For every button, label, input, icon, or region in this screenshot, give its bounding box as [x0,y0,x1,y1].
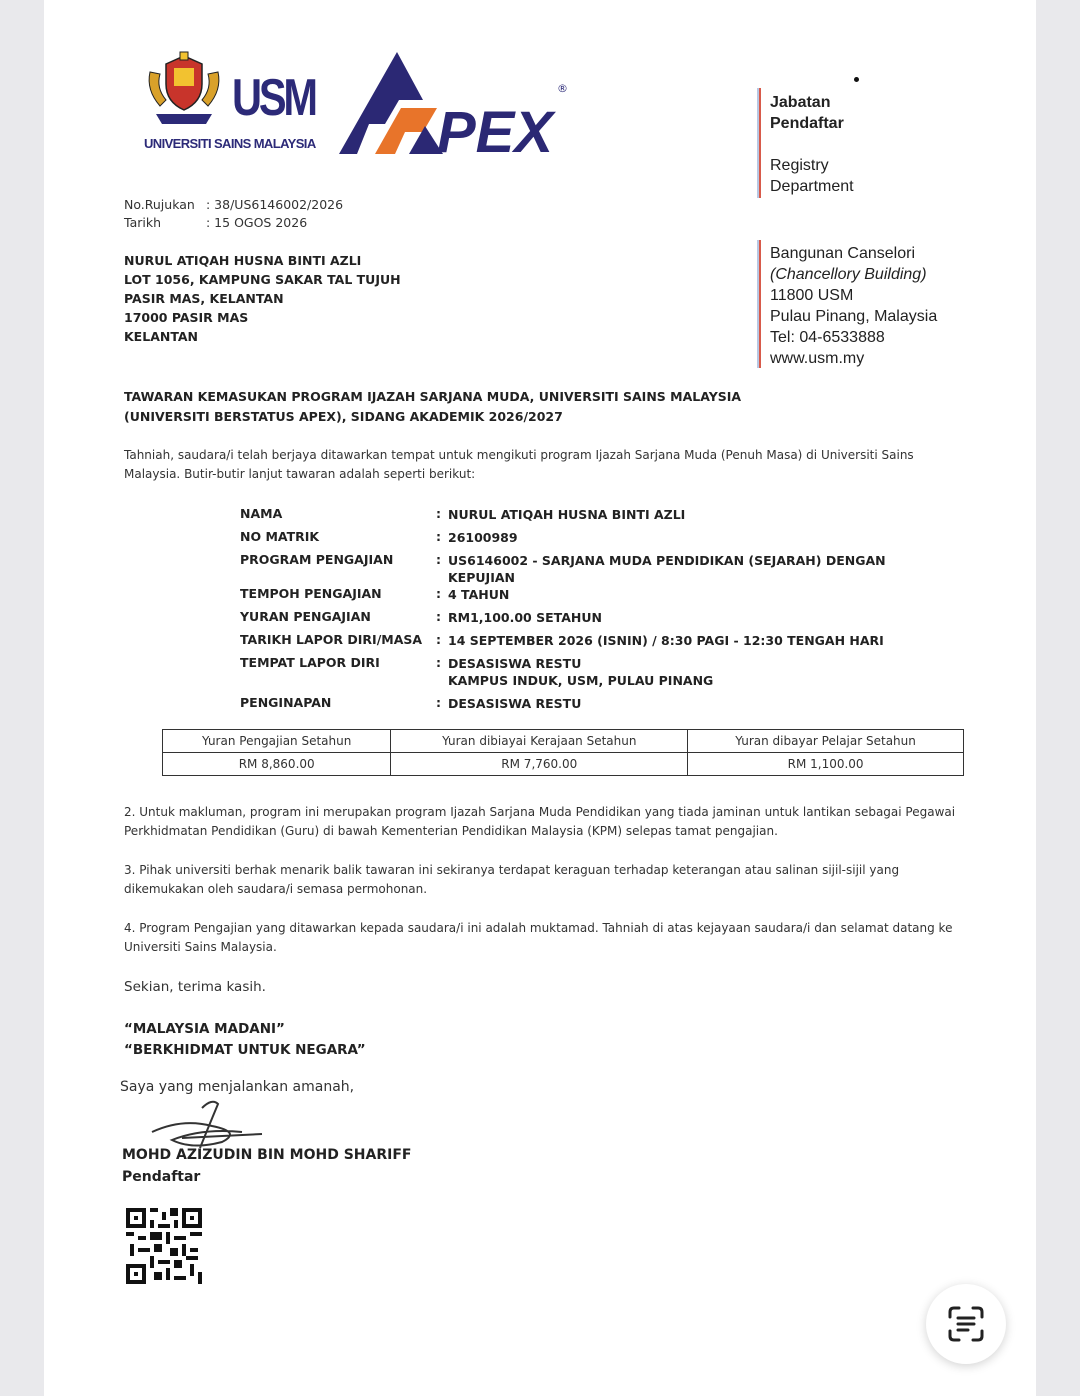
dept-spacer [770,134,854,155]
qr-code-icon [126,1208,202,1284]
usm-wordmark: USM [232,69,315,127]
usm-logo [144,50,319,160]
paragraph-2: 2. Untuk makluman, program ini merupakan program Ijazah Sarjana Muda Pendidikan yang tiada jaminan untuk lantikan sebagai Pegawai Perkhidmatan Pendidikan (Guru) di bawah Kementerian Pendidikan Malaysia (KPM) selepas tamat pengajian. [124,805,956,838]
motto-line: “BERKHIDMAT UNTUK NEGARA” [124,1042,366,1058]
detail-value: RM1,100.00 SETAHUN [448,610,602,625]
table-cell: RM 1,100.00 [688,753,964,776]
dept-line: Jabatan [770,94,831,111]
detail-value: 14 SEPTEMBER 2026 (ISNIN) / 8:30 PAGI - 12:30 TENGAH HARI [448,633,884,648]
recipient-address [124,251,401,346]
subject-line: TAWARAN KEMASUKAN PROGRAM IJAZAH SARJANA MUDA, UNIVERSITI SAINS MALAYSIA [124,389,742,404]
signer-block [122,1144,411,1188]
table-header-cell: Yuran dibiayai Kerajaan Setahun [391,730,688,753]
address-line: Pulau Pinang, Malaysia [770,308,938,325]
detail-value: 26100989 [448,530,518,545]
table-cell: RM 7,760.00 [391,753,688,776]
university-address [770,243,937,369]
detail-label: NO MATRIK [240,529,320,544]
dot-mark [854,77,859,82]
ref-value: : 38/US6146002/2026 [206,197,344,212]
paragraph-3: 3. Pihak universiti berhak menarik balik tawaran ini sekiranya terdapat keraguan terhadap keterangan atau salinan sijil-sijil yang dikemukakan oleh saudara/i semasa permohonan. [124,863,900,896]
intro-paragraph: Tahniah, saudara/i telah berjaya ditawarkan tempat untuk mengikuti program Ijazah Sarjana Muda (Penuh Masa) di Universiti Sains Malaysia. Butir-butir lanjut tawaran adalah seperti berikut: [124,448,914,481]
paragraph-4: 4. Program Pengajian yang ditawarkan kepada saudara/i ini adalah muktamad. Tahniah di atas kejayaan saudara/i dan selamat datang ke Universiti Sains Malaysia. [124,921,953,954]
recipient-line: NURUL ATIQAH HUSNA BINTI AZLI [124,253,362,268]
detail-value-line: KAMPUS INDUK, USM, PULAU PINANG [448,673,714,688]
signer-name: MOHD AZIZUDIN BIN MOHD SHARIFF [122,1147,412,1163]
recipient-line: PASIR MAS, KELANTAN [124,291,284,306]
motto-line: “MALAYSIA MADANI” [124,1021,285,1037]
detail-value: NURUL ATIQAH HUSNA BINTI AZLI [448,507,686,522]
ref-label: No.Rujukan [124,197,195,212]
address-line: 11800 USM [770,287,854,304]
dept-line: Pendaftar [770,115,844,132]
detail-label: PENGINAPAN [240,695,332,710]
detail-label: TEMPAT LAPOR DIRI [240,655,380,670]
apex-logo [339,52,579,162]
detail-value: US6146002 - SARJANA MUDA PENDIDIKAN (SEJARAH) DENGAN KEPUJIAN [448,553,886,585]
scan-text-button[interactable] [926,1284,1006,1364]
fees-table [162,729,964,776]
closing-text: Sekian, terima kasih. [124,979,266,995]
detail-label: TARIKH LAPOR DIRI/MASA [240,632,423,647]
address-line: Bangunan Canselori [770,245,915,262]
divider-rule-accent [759,88,761,198]
recipient-line: LOT 1056, KAMPUNG SAKAR TAL TUJUH [124,272,401,287]
detail-label: NAMA [240,506,283,521]
letter-page: USM UNIVERSITI SAINS MALAYSIA PEX ® Jabatan Pendaftar Registry Department Bangunan Canselori (Chancellory Building) 11800 USM Pulau Pinang, Malaysia Tel: 04-6533888 www.usm.my No.Rujukan : 38/US6146002/2026 Tarikh : 15 OGOS 2026 NURUL ATIQAH HUSNA BINTI AZLI LOT 1056, KAMPUNG SAKAR TAL TUJUH PASIR MAS, KELANTAN 17000 PASIR MAS KELANTAN TAWARAN KEMASUKAN PROGRAM IJAZAH SARJANA MUDA, UNIVERSITI SAINS MALAYSIA (UNIVERSITI BERSTATUS APEX), SIDANG AKADEMIK 2026/2027 Tahniah, saudara/i telah berjaya ditawarkan tempat untuk mengikuti program Ijazah Sarjana Muda (Penuh Masa) di Universiti Sains Malaysia. Butir-butir lanjut tawaran adalah seperti berikut: NAMA : NURUL ATIQAH HUSNA BINTI AZLI NO MATRIK : 26100989 PROGRAM PENGAJIAN : US6146002 - SARJANA MUDA PENDIDIKAN (SEJARAH) DENGAN KEPUJIAN TEMPOH PENGAJIAN : 4 TAHUN YURAN PENGAJIAN : RM1,100.00 SETAHUN TARIKH LAPOR DIRI/MASA : 14 SEPTEMBER 2026 (ISNIN) / 8:30 PAGI - 12:30 TENGAH HARI TEMPAT LAPOR DIRI : DESASISWA RESTU KAMPUS INDUK, USM, PULAU PINANG PENGINAPAN : DESASISWA RESTU Yuran Pengajian Setahun Yuran dibiayai Kerajaan Setahun Yuran dibayar Pelajar Setahun RM 8,860.00 RM 7,760.00 RM 1,100.00 2. Untuk makluman, program ini merupakan program Ijazah Sarjana Muda Pendidikan yang tiada jaminan untuk lantikan sebagai Pegawai Perkhidmatan Pendidikan (Guru) di bawah Kementerian Pendidikan Malaysia (KPM) selepas tamat pengajian. 3. Pihak universiti berhak menarik balik tawaran ini sekiranya terdapat keraguan terhadap keterangan atau salinan sijil-sijil yang dikemukakan oleh saudara/i semasa permohonan. 4. Program Pengajian yang ditawarkan kepada saudara/i ini adalah muktamad. Tahniah di atas kejayaan saudara/i dan selamat datang ke Universiti Sains Malaysia. Sekian, terima kasih. “MALAYSIA MADANI” “BERKHIDMAT UNTUK NEGARA” Saya yang menjalankan amanah, MOHD AZIZUDIN BIN MOHD SHARIFF Pendaftar [44,0,1036,1396]
subject-line: (UNIVERSITI BERSTATUS APEX), SIDANG AKADEMIK 2026/2027 [124,409,563,424]
detail-value: DESASISWA RESTU [448,696,582,711]
detail-value [448,655,918,689]
address-line: www.usm.my [770,350,865,367]
table-row [163,753,964,776]
detail-label: TEMPOH PENGAJIAN [240,586,382,601]
scan-text-icon [946,1304,986,1344]
date-label: Tarikh [124,215,161,230]
dept-line: Registry [770,157,829,174]
address-line: Tel: 04-6533888 [770,329,885,346]
detail-label: YURAN PENGAJIAN [240,609,371,624]
apex-logo-icon [339,52,579,162]
address-line: (Chancellory Building) [770,266,927,283]
recipient-line: KELANTAN [124,329,199,344]
registered-mark: ® [557,82,568,95]
recipient-line: 17000 PASIR MAS [124,310,249,325]
table-header-row [163,730,964,753]
motto [124,1019,366,1061]
trust-text: Saya yang menjalankan amanah, [120,1079,355,1095]
usm-caption: UNIVERSITI SAINS MALAYSIA [144,136,316,151]
table-header-cell: Yuran dibayar Pelajar Setahun [688,730,964,753]
detail-value-line: DESASISWA RESTU [448,656,582,671]
dept-line: Department [770,178,854,195]
divider-rule-accent [759,240,761,368]
detail-value: 4 TAHUN [448,587,510,602]
letter-subject [124,387,824,427]
table-cell: RM 8,860.00 [163,753,391,776]
reference-block [124,196,343,232]
usm-crest-icon [144,50,224,134]
date-value: : 15 OGOS 2026 [206,215,308,230]
svg-text:PEX: PEX [437,100,554,162]
detail-label: PROGRAM PENGAJIAN [240,552,394,567]
table-header-cell: Yuran Pengajian Setahun [163,730,391,753]
signer-title: Pendaftar [122,1169,201,1185]
department-block [770,92,854,197]
